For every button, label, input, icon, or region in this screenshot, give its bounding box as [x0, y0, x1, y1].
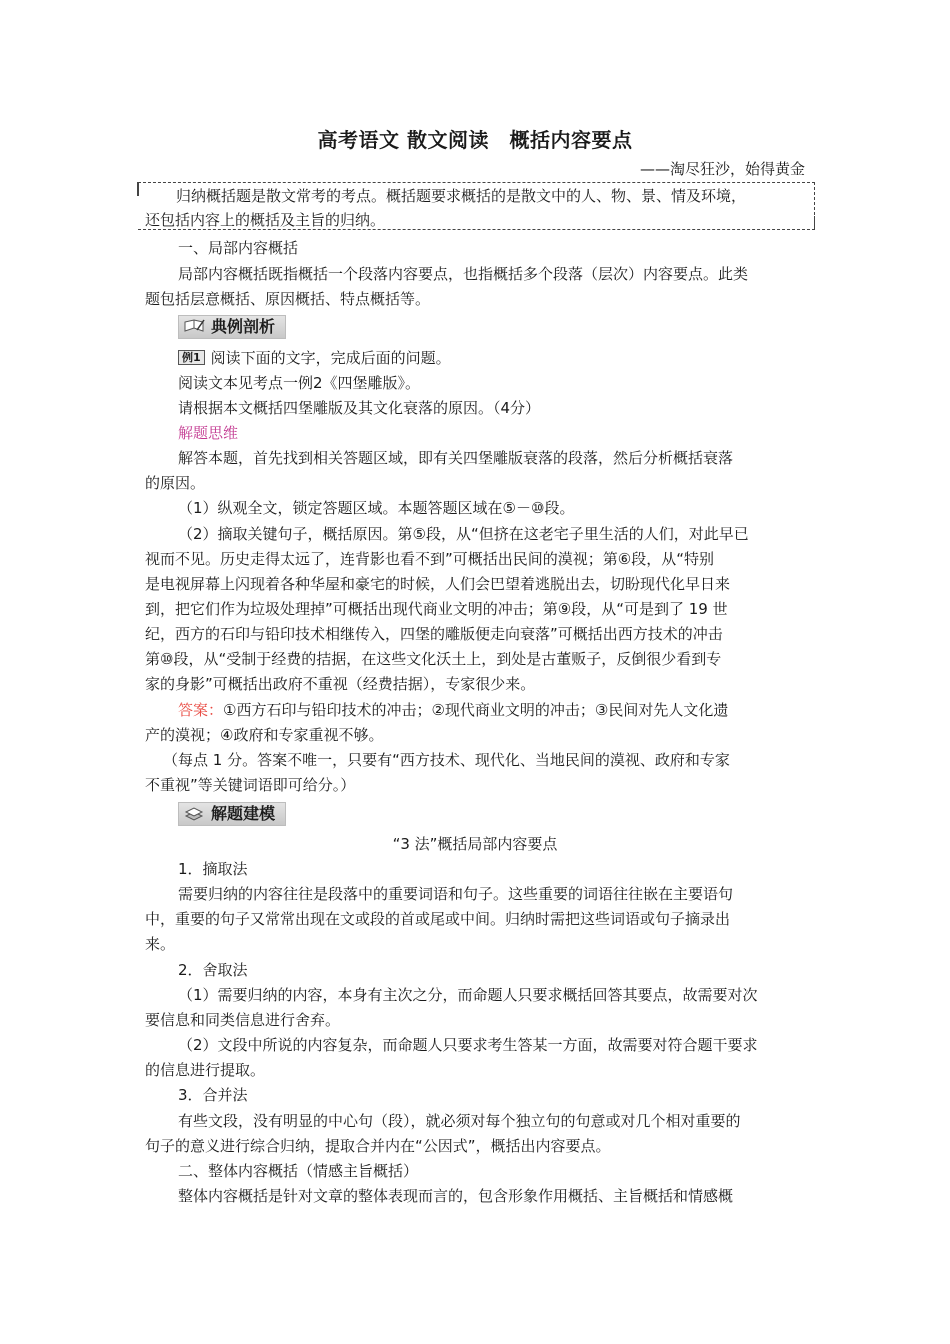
paragraph-line: 题包括层意概括、原因概括、特点概括等。 — [145, 290, 431, 308]
box-corner-top-left — [137, 182, 139, 196]
box-corner-bottom-right — [814, 216, 816, 230]
paragraph-line: 需要归纳的内容往往是段落中的重要词语和句子。这些重要的词语往往嵌在主要语句 — [178, 885, 734, 903]
method-heading: 3．合并法 — [178, 1086, 248, 1104]
paragraph-line: 有些文段，没有明显的中心句（段），就必须对每个独立句的句意或对几个相对重要的 — [178, 1112, 741, 1130]
paragraph-line: 整体内容概括是针对文章的整体表现而言的，包含形象作用概括、主旨概括和情感概 — [178, 1187, 734, 1205]
book-pen-icon — [183, 319, 205, 334]
badge-label: 典例剖析 — [211, 317, 276, 336]
example-tag: 例1 — [178, 350, 205, 365]
paragraph-line: （2）文段中所说的内容复杂，而命题人只要求考生答某一方面，故需要对符合题干要求 — [178, 1036, 758, 1054]
example-prompt: 阅读下面的文字，完成后面的问题。 — [210, 349, 451, 367]
paragraph-line: （每点 1 分。答案不唯一，只要有“西方技术、现代化、当地民间的漠视、政府和专家 — [163, 751, 730, 769]
answer-label: 答案： — [178, 701, 224, 719]
paragraph-line: 来。 — [145, 935, 176, 953]
method-title: “3 法”概括局部内容要点 — [392, 835, 558, 853]
paragraph-line: （2）摘取关键句子，概括原因。第⑤段，从“但挤在这老宅子里生活的人们，对此早已 — [178, 525, 749, 543]
subtitle: ——淘尽狂沙，始得黄金 — [639, 160, 805, 178]
section-heading: 二、整体内容概括（情感主旨概括） — [178, 1162, 419, 1180]
paragraph-line: 中，重要的句子又常常出现在文或段的首或尾或中间。归纳时需把这些词语或句子摘录出 — [145, 910, 731, 928]
intro-line: 还包括内容上的概括及主旨的归纳。 — [145, 211, 386, 229]
paragraph-line: 纪，西方的石印与铅印技术相继传入，四堡的雕版便走向衰落”可概括出西方技术的冲击 — [145, 625, 723, 643]
example-reference: 阅读文本见考点一例2《四堡雕版》。 — [178, 374, 421, 392]
paragraph-line: 的信息进行提取。 — [145, 1061, 266, 1079]
layers-icon — [183, 806, 205, 821]
method-heading: 2．舍取法 — [178, 961, 248, 979]
intro-line: 归纳概括题是散文常考的考点。概括题要求概括的是散文中的人、物、景、情及环境， — [176, 187, 747, 205]
paragraph-line: 解答本题，首先找到相关答题区域，即有关四堡雕版衰落的段落，然后分析概括衰落 — [178, 449, 734, 467]
page-title: 高考语文 散文阅读 概括内容要点 — [317, 128, 633, 152]
paragraph-line: 家的身影”可概括出政府不重视（经费拮据），专家很少来。 — [145, 675, 536, 693]
section-heading: 一、局部内容概括 — [178, 239, 299, 257]
paragraph-line: 的原因。 — [145, 474, 206, 492]
thinking-label: 解题思维 — [178, 424, 239, 442]
paragraph-line: 不重视”等关键词语即可给分。） — [145, 776, 356, 794]
paragraph-line: 到，把它们作为垃圾处理掉”可概括出现代商业文明的冲击；第⑨段，从“可是到了 19 世 — [145, 600, 728, 618]
paragraph-line: 视而不见。历史走得太远了，连背影也看不到”可概括出民间的漠视；第⑥段，从“特别 — [145, 550, 714, 568]
step-line: （1）纵观全文，锁定答题区域。本题答题区域在⑤－⑩段。 — [178, 499, 575, 517]
paragraph-line: 产的漠视；④政府和专家重视不够。 — [145, 726, 384, 744]
paragraph-line: 局部内容概括既指概括一个段落内容要点，也指概括多个段落（层次）内容要点。此类 — [178, 265, 749, 283]
paragraph-line: （1）需要归纳的内容，本身有主次之分，而命题人只要求概括回答其要点，故需要对次 — [178, 986, 758, 1004]
badge-modeling — [178, 802, 286, 826]
paragraph-line: 是电视屏幕上闪现着各种华屋和豪宅的时候，人们会巴望着逃脱出去，切盼现代化早日来 — [145, 575, 731, 593]
answer-text: ①西方石印与铅印技术的冲击；②现代商业文明的冲击；③民间对先人文化遗 — [223, 701, 729, 719]
badge-label: 解题建模 — [211, 804, 276, 823]
answer-line — [178, 700, 728, 720]
paragraph-line: 第⑩段，从“受制于经费的拮据，在这些文化沃土上，到处是古董贩子，反倒很少看到专 — [145, 650, 722, 668]
badge-typical-example — [178, 315, 286, 339]
example-question: 请根据本文概括四堡雕版及其文化衰落的原因。（4分） — [178, 399, 541, 417]
paragraph-line: 要信息和同类信息进行舍弃。 — [145, 1011, 341, 1029]
example-prompt-line — [178, 348, 451, 368]
paragraph-line: 句子的意义进行综合归纳，提取合并内在“公因式”，概括出内容要点。 — [145, 1137, 611, 1155]
method-heading: 1．摘取法 — [178, 860, 248, 878]
